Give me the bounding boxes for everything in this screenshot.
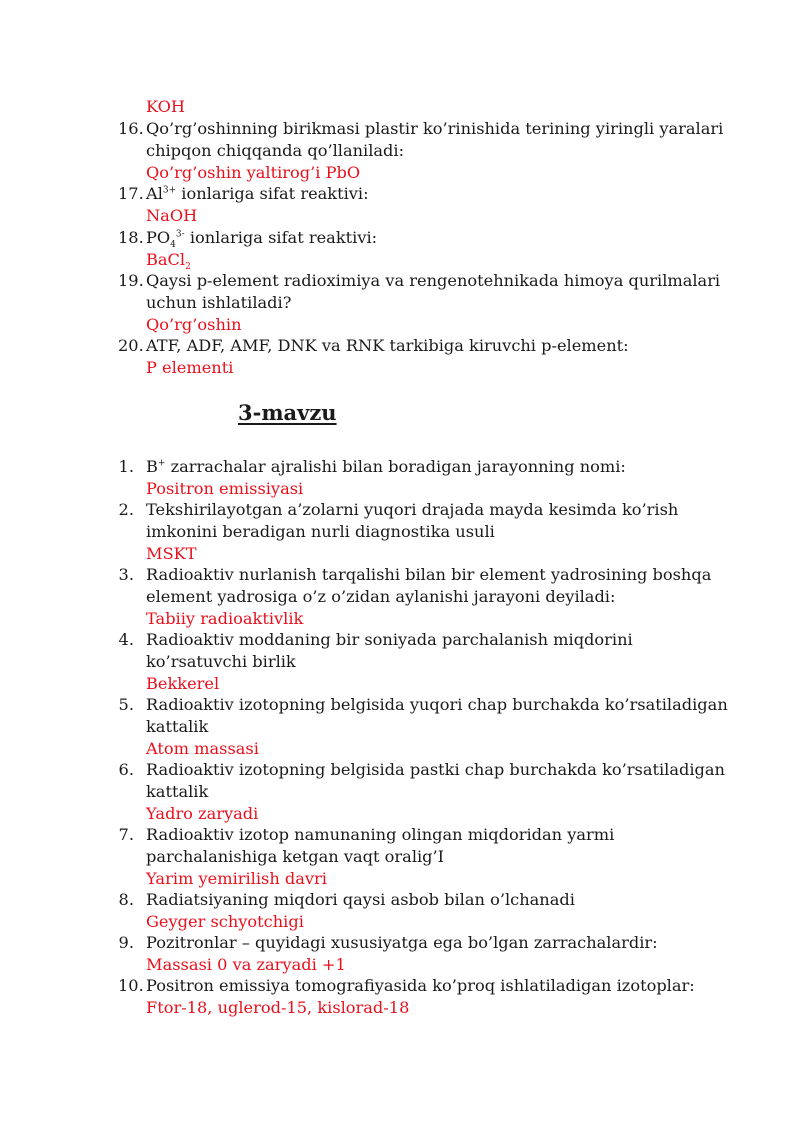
question-16-line1: Qo’rg’oshinning birikmasi plastir ko’rinishida terining yiringli yaralari <box>146 119 724 138</box>
answer-2: MSKT <box>146 544 197 563</box>
question-16-line2: chipqon chiqqanda qo’llaniladi: <box>146 141 405 160</box>
question-number: 2. <box>118 500 134 519</box>
question-10-line1: Positron emissiya tomografiyasida ko’proq ishlatiladigan izotoplar: <box>146 976 695 995</box>
question-19-line2: uchun ishlatiladi? <box>146 293 292 312</box>
question-number: 20. <box>118 336 144 355</box>
question-20-line1: ATF, ADF, AMF, DNK va RNK tarkibiga kiruvchi p-element: <box>146 336 629 355</box>
answer-7: Yarim yemirilish davri <box>146 869 327 888</box>
answer-18: BaCl$_2$ <box>146 250 191 273</box>
question-9-line1: Pozitronlar – quyidagi xususiyatga ega bo’lgan zarrachalardir: <box>146 933 658 952</box>
answer-1: Positron emissiyasi <box>146 479 304 498</box>
question-number: 6. <box>118 760 134 779</box>
question-number: 9. <box>118 933 134 952</box>
question-number: 10. <box>118 976 144 995</box>
question-5-line1: Radioaktiv izotopning belgisida yuqori chap burchakda ko’rsatiladigan <box>146 695 728 714</box>
question-number: 7. <box>118 825 134 844</box>
question-2-line2: imkonini beradigan nurli diagnostika usuli <box>146 522 495 541</box>
question-number: 1. <box>118 457 134 476</box>
answer-15: KOH <box>146 97 186 116</box>
answer-20: P elementi <box>146 358 234 377</box>
question-number: 19. <box>118 271 144 290</box>
question-4-line1: Radioaktiv moddaning bir soniyada parchalanish miqdorini <box>146 630 633 649</box>
question-6-line2: kattalik <box>146 782 209 801</box>
answer-17: NaOH <box>146 206 198 225</box>
question-7-line2: parchalanishiga ketgan vaqt oralig’I <box>146 847 445 866</box>
answer-10: Ftor-18, uglerod-15, kislorad-18 <box>146 998 410 1017</box>
answer-8: Geyger schyotchigi <box>146 912 304 931</box>
question-8-line1: Radiatsiyaning miqdori qaysi asbob bilan o’lchanadi <box>146 890 575 909</box>
question-3-line1: Radioaktiv nurlanish tarqalishi bilan bir element yadrosining boshqa <box>146 565 712 584</box>
answer-19: Qo’rg’oshin <box>146 315 242 334</box>
section-heading: 3-mavzu <box>238 400 337 425</box>
answer-6: Yadro zaryadi <box>146 804 259 823</box>
question-19-line1: Qaysi p-element radioximiya va rengenotehnikada himoya qurilmalari <box>146 271 721 290</box>
question-6-line1: Radioaktiv izotopning belgisida pastki chap burchakda ko’rsatiladigan <box>146 760 725 779</box>
question-3-line2: element yadrosiga o’z o’zidan aylanishi jarayoni deyiladi: <box>146 587 616 606</box>
question-18: $PO_4^{3-}$ ionlariga sifat reaktivi: <box>146 228 378 251</box>
question-5-line2: kattalik <box>146 717 209 736</box>
question-7-line1: Radioaktiv izotop namunaning olingan miqdoridan yarmi <box>146 825 615 844</box>
answer-9: Massasi 0 va zaryadi +1 <box>146 955 346 974</box>
answer-4: Bekkerel <box>146 674 220 693</box>
question-number: 16. <box>118 119 144 138</box>
question-2-line1: Tekshirilayotgan a’zolarni yuqori drajada mayda kesimda ko’rish <box>146 500 679 519</box>
answer-16: Qo’rg’oshin yaltirog’i PbO <box>146 163 361 182</box>
answer-5: Atom massasi <box>146 739 259 758</box>
question-number: 17. <box>118 184 144 203</box>
answer-3: Tabiiy radioaktivlik <box>146 609 304 628</box>
question-1: B+ zarrachalar ajralishi bilan boradigan jarayonning nomi: <box>146 457 626 476</box>
question-number: 8. <box>118 890 134 909</box>
question-number: 18. <box>118 228 144 247</box>
question-17: $Al^{3+}$ ionlariga sifat reaktivi: <box>146 184 369 203</box>
question-number: 5. <box>118 695 134 714</box>
question-number: 3. <box>118 565 134 584</box>
question-number: 4. <box>118 630 134 649</box>
question-4-line2: ko’rsatuvchi birlik <box>146 652 296 671</box>
